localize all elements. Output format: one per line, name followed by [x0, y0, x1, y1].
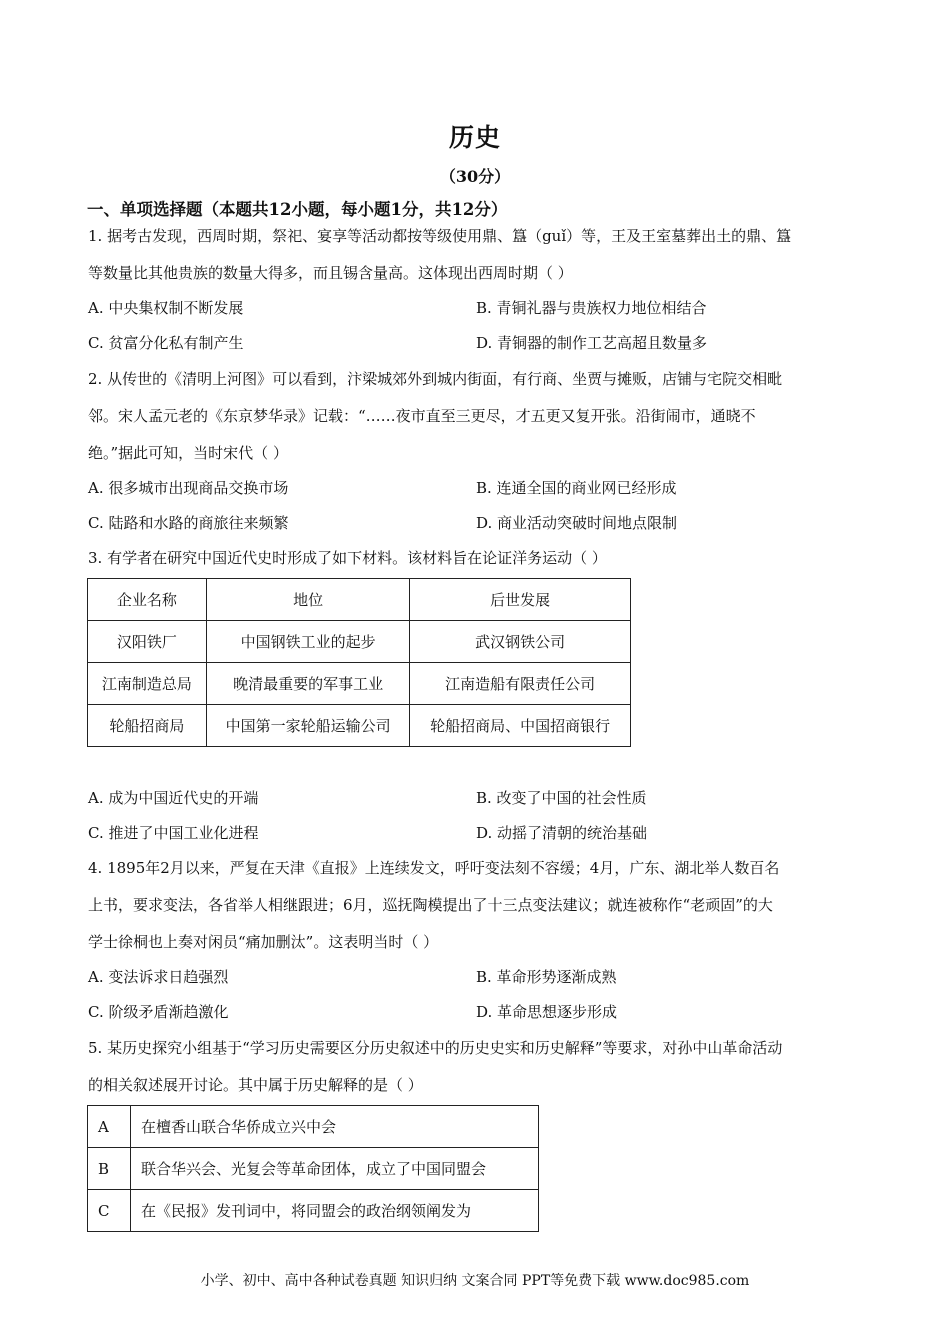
question-3-line-1: 3. 有学者在研究中国近代史时形成了如下材料。该材料旨在论证洋务运动（ ） — [88, 549, 607, 567]
table-cell: 江南制造总局 — [88, 663, 207, 705]
table-cell: 晚清最重要的军事工业 — [206, 663, 410, 705]
question-3-option-d: D. 动摇了清朝的统治基础 — [476, 824, 648, 842]
table-header-cell: 地位 — [206, 579, 410, 621]
question-4-option-a: A. 变法诉求日趋强烈 — [88, 968, 229, 986]
table-cell: 在檀香山联合华侨成立兴中会 — [130, 1106, 538, 1148]
question-2-option-d: D. 商业活动突破时间地点限制 — [476, 514, 678, 532]
table-cell: 武汉钢铁公司 — [410, 621, 631, 663]
question-2-option-a: A. 很多城市出现商品交换市场 — [88, 479, 289, 497]
section-heading: 一、单项选择题（本题共12小题，每小题1分，共12分） — [87, 200, 508, 219]
table-row — [88, 705, 631, 747]
question-2-line-1: 2. 从传世的《清明上河图》可以看到，汴梁城郊外到城内街面，有行商、坐贾与摊贩，店铺与宅院交相毗 — [88, 370, 783, 388]
table-header-cell: 企业名称 — [88, 579, 207, 621]
question-2-line-2: 邻。宋人孟元老的《东京梦华录》记载：“……夜市直至三更尽，才五更又复开张。沿街闹市，通晓不 — [88, 407, 756, 425]
question-4-option-b: B. 革命形势逐渐成熟 — [476, 968, 617, 986]
score-label: （30分） — [439, 167, 511, 186]
question-4-option-d: D. 革命思想逐步形成 — [476, 1003, 618, 1021]
table-cell-label: B — [88, 1148, 131, 1190]
question-1-option-d: D. 青铜器的制作工艺高超且数量多 — [476, 334, 708, 352]
table-cell: 在《民报》发刊词中，将同盟会的政治纲领阐发为 — [130, 1190, 538, 1232]
question-3-table — [87, 578, 631, 747]
table-row — [88, 1106, 539, 1148]
table-cell: 轮船招商局、中国招商银行 — [410, 705, 631, 747]
table-cell-label: C — [88, 1190, 131, 1232]
question-5-line-1: 5. 某历史探究小组基于“学习历史需要区分历史叙述中的历史史实和历史解释”等要求，对孙中山革命活动 — [88, 1039, 783, 1057]
question-3-option-c: C. 推进了中国工业化进程 — [88, 824, 259, 842]
question-4-line-2: 上书，要求变法，各省举人相继跟进；6月，巡抚陶模提出了十三点变法建议；就连被称作“老顽固”的大 — [88, 896, 773, 914]
question-4-line-1: 4. 1895年2月以来，严复在天津《直报》上连续发文，呼吁变法刻不容缓；4月，广东、湖北举人数百名 — [88, 859, 780, 877]
table-row — [88, 1148, 539, 1190]
table-cell: 汉阳铁厂 — [88, 621, 207, 663]
question-2-option-c: C. 陆路和水路的商旅往来频繁 — [88, 514, 289, 532]
question-1-option-b: B. 青铜礼器与贵族权力地位相结合 — [476, 299, 707, 317]
question-2-option-b: B. 连通全国的商业网已经形成 — [476, 479, 677, 497]
question-2-line-3: 绝。”据此可知，当时宋代（ ） — [88, 444, 288, 462]
table-row — [88, 1190, 539, 1232]
question-5-line-2: 的相关叙述展开讨论。其中属于历史解释的是（ ） — [88, 1076, 423, 1094]
page-footer: 小学、初中、高中各种试卷真题 知识归纳 文案合同 PPT等免费下载 www.doc985.com — [200, 1273, 750, 1289]
page-title: 历史 — [448, 123, 501, 152]
question-1-line-1: 1. 据考古发现，西周时期，祭祀、宴享等活动都按等级使用鼎、簋（guǐ）等，王及王室墓葬出土的鼎、簋 — [88, 227, 792, 245]
question-3-option-a: A. 成为中国近代史的开端 — [88, 789, 259, 807]
question-4-option-c: C. 阶级矛盾渐趋激化 — [88, 1003, 229, 1021]
table-row — [88, 621, 631, 663]
table-cell-label: A — [88, 1106, 131, 1148]
question-3-option-b: B. 改变了中国的社会性质 — [476, 789, 647, 807]
table-cell: 江南造船有限责任公司 — [410, 663, 631, 705]
table-cell: 中国第一家轮船运输公司 — [206, 705, 410, 747]
question-4-line-3: 学士徐桐也上奏对闲员“痛加删汰”。这表明当时（ ） — [88, 933, 439, 951]
table-cell: 轮船招商局 — [88, 705, 207, 747]
table-header-row — [88, 579, 631, 621]
table-cell: 中国钢铁工业的起步 — [206, 621, 410, 663]
question-1-line-2: 等数量比其他贵族的数量大得多，而且锡含量高。这体现出西周时期（ ） — [88, 264, 573, 282]
table-cell: 联合华兴会、光复会等革命团体，成立了中国同盟会 — [130, 1148, 538, 1190]
question-1-option-c: C. 贫富分化私有制产生 — [88, 334, 244, 352]
question-5-table — [87, 1105, 539, 1232]
question-1-option-a: A. 中央集权制不断发展 — [88, 299, 244, 317]
table-header-cell: 后世发展 — [410, 579, 631, 621]
table-row — [88, 663, 631, 705]
